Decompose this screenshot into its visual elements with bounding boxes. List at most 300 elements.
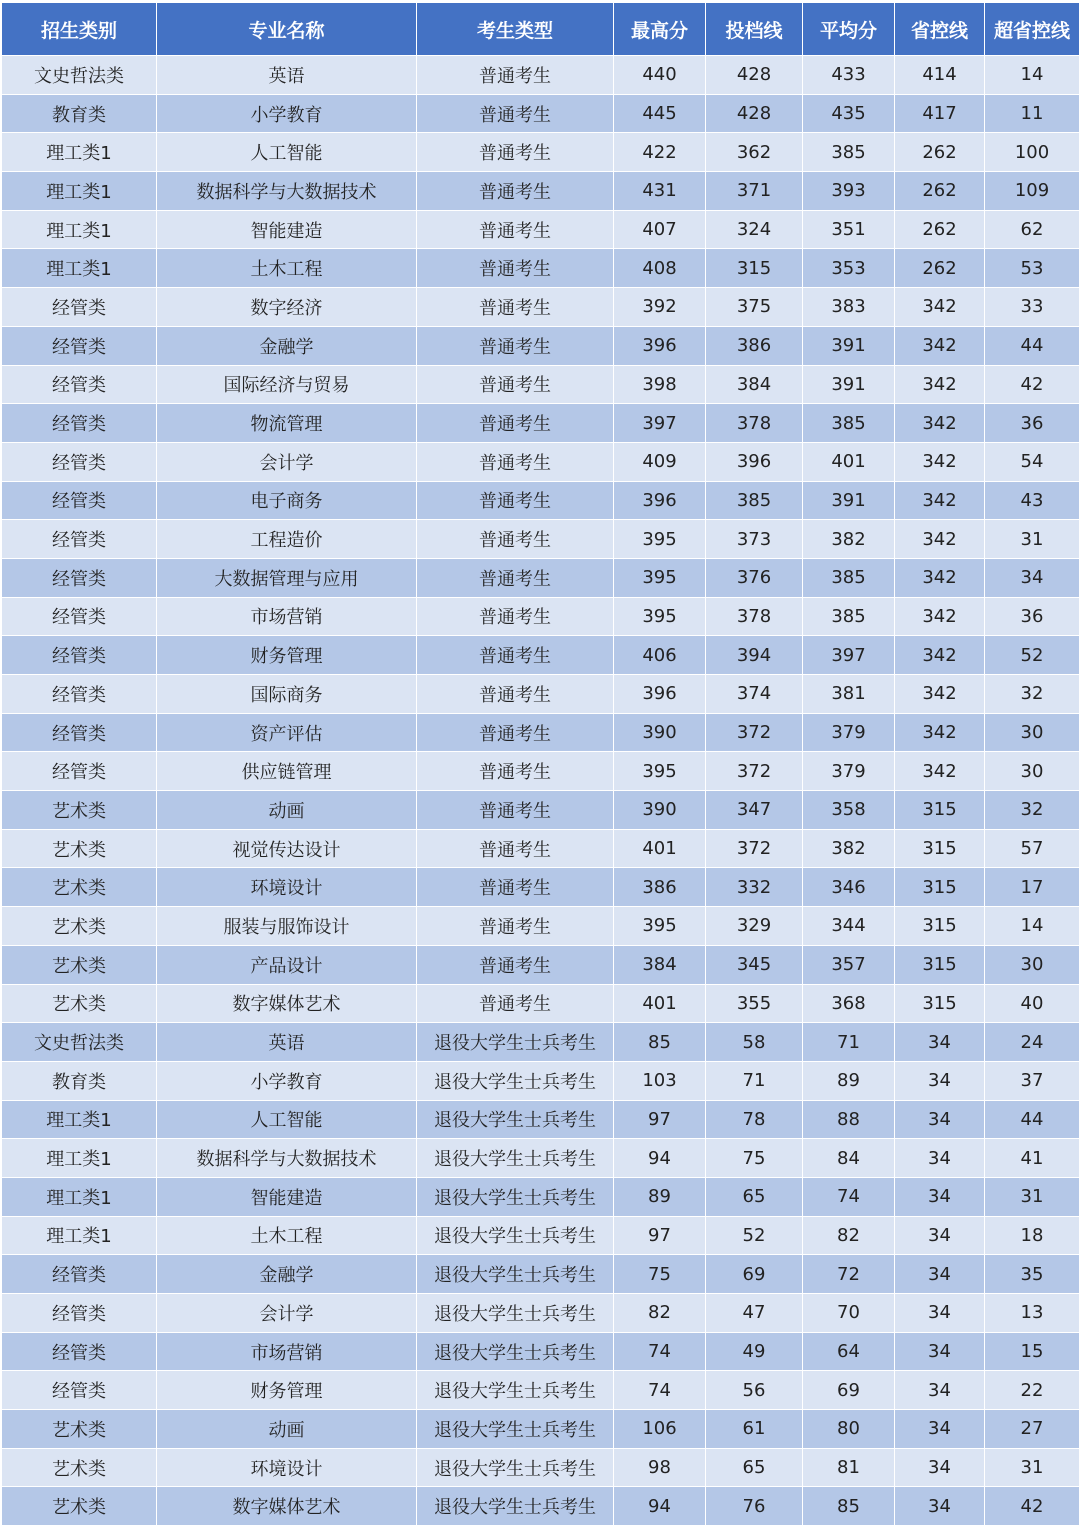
cell-above-provincial: 31 — [985, 1177, 1080, 1216]
cell-above-provincial: 27 — [985, 1410, 1080, 1449]
cell-average-score: 385 — [803, 558, 895, 597]
cell-admission-line: 324 — [706, 210, 803, 249]
table-row — [2, 752, 1080, 791]
cell-provincial-line: 262 — [895, 133, 985, 172]
cell-category: 经管类 — [2, 636, 157, 675]
cell-above-provincial: 36 — [985, 597, 1080, 636]
cell-above-provincial: 30 — [985, 945, 1080, 984]
table-row — [2, 558, 1080, 597]
cell-admission-line: 69 — [706, 1255, 803, 1294]
cell-provincial-line: 315 — [895, 868, 985, 907]
cell-highest-score: 431 — [614, 172, 706, 211]
cell-student-type: 普通考生 — [417, 56, 614, 95]
cell-provincial-line: 342 — [895, 442, 985, 481]
cell-major: 工程造价 — [157, 520, 417, 559]
cell-admission-line: 75 — [706, 1139, 803, 1178]
cell-provincial-line: 342 — [895, 481, 985, 520]
cell-above-provincial: 15 — [985, 1332, 1080, 1371]
cell-student-type: 退役大学生士兵考生 — [417, 1216, 614, 1255]
cell-student-type: 普通考生 — [417, 907, 614, 946]
cell-category: 经管类 — [2, 1294, 157, 1333]
cell-category: 艺术类 — [2, 1448, 157, 1487]
table-row — [2, 1139, 1080, 1178]
cell-admission-line: 76 — [706, 1487, 803, 1526]
cell-above-provincial: 36 — [985, 404, 1080, 443]
cell-above-provincial: 40 — [985, 984, 1080, 1023]
cell-admission-line: 52 — [706, 1216, 803, 1255]
cell-admission-line: 373 — [706, 520, 803, 559]
cell-category: 理工类1 — [2, 1139, 157, 1178]
cell-provincial-line: 315 — [895, 907, 985, 946]
cell-highest-score: 94 — [614, 1139, 706, 1178]
cell-major: 金融学 — [157, 326, 417, 365]
table-row — [2, 404, 1080, 443]
table-row — [2, 442, 1080, 481]
cell-student-type: 普通考生 — [417, 713, 614, 752]
cell-category: 经管类 — [2, 675, 157, 714]
table-row — [2, 1061, 1080, 1100]
cell-student-type: 退役大学生士兵考生 — [417, 1294, 614, 1333]
cell-provincial-line: 34 — [895, 1487, 985, 1526]
cell-average-score: 358 — [803, 791, 895, 830]
table-row — [2, 288, 1080, 327]
cell-average-score: 89 — [803, 1061, 895, 1100]
cell-average-score: 71 — [803, 1023, 895, 1062]
table-row — [2, 520, 1080, 559]
cell-major: 大数据管理与应用 — [157, 558, 417, 597]
cell-category: 理工类1 — [2, 1216, 157, 1255]
table-row — [2, 1216, 1080, 1255]
header-highest-score: 最高分 — [614, 3, 706, 56]
cell-above-provincial: 53 — [985, 249, 1080, 288]
cell-admission-line: 375 — [706, 288, 803, 327]
cell-admission-line: 345 — [706, 945, 803, 984]
cell-average-score: 381 — [803, 675, 895, 714]
table-row — [2, 675, 1080, 714]
cell-highest-score: 384 — [614, 945, 706, 984]
cell-major: 财务管理 — [157, 636, 417, 675]
cell-average-score: 433 — [803, 56, 895, 95]
cell-major: 市场营销 — [157, 1332, 417, 1371]
cell-above-provincial: 24 — [985, 1023, 1080, 1062]
cell-provincial-line: 34 — [895, 1216, 985, 1255]
header-student-type: 考生类型 — [417, 3, 614, 56]
cell-category: 艺术类 — [2, 829, 157, 868]
cell-highest-score: 74 — [614, 1371, 706, 1410]
cell-average-score: 397 — [803, 636, 895, 675]
cell-average-score: 344 — [803, 907, 895, 946]
table-row — [2, 172, 1080, 211]
cell-highest-score: 397 — [614, 404, 706, 443]
table-row — [2, 636, 1080, 675]
table-row — [2, 1294, 1080, 1333]
cell-major: 供应链管理 — [157, 752, 417, 791]
cell-admission-line: 386 — [706, 326, 803, 365]
cell-average-score: 74 — [803, 1177, 895, 1216]
cell-above-provincial: 18 — [985, 1216, 1080, 1255]
cell-above-provincial: 33 — [985, 288, 1080, 327]
cell-category: 教育类 — [2, 1061, 157, 1100]
table-row — [2, 210, 1080, 249]
cell-above-provincial: 32 — [985, 675, 1080, 714]
cell-average-score: 81 — [803, 1448, 895, 1487]
cell-category: 经管类 — [2, 326, 157, 365]
cell-student-type: 普通考生 — [417, 481, 614, 520]
cell-highest-score: 396 — [614, 326, 706, 365]
cell-admission-line: 347 — [706, 791, 803, 830]
table-row — [2, 133, 1080, 172]
cell-major: 国际经济与贸易 — [157, 365, 417, 404]
cell-student-type: 退役大学生士兵考生 — [417, 1177, 614, 1216]
cell-average-score: 385 — [803, 133, 895, 172]
cell-student-type: 普通考生 — [417, 442, 614, 481]
cell-average-score: 391 — [803, 481, 895, 520]
cell-major: 环境设计 — [157, 868, 417, 907]
cell-average-score: 385 — [803, 404, 895, 443]
cell-student-type: 普通考生 — [417, 133, 614, 172]
cell-highest-score: 74 — [614, 1332, 706, 1371]
cell-above-provincial: 44 — [985, 326, 1080, 365]
cell-major: 小学教育 — [157, 94, 417, 133]
cell-student-type: 普通考生 — [417, 288, 614, 327]
cell-major: 数字媒体艺术 — [157, 1487, 417, 1526]
cell-highest-score: 395 — [614, 907, 706, 946]
cell-above-provincial: 44 — [985, 1100, 1080, 1139]
cell-provincial-line: 262 — [895, 172, 985, 211]
cell-average-score: 357 — [803, 945, 895, 984]
cell-student-type: 普通考生 — [417, 520, 614, 559]
cell-student-type: 普通考生 — [417, 172, 614, 211]
table-row — [2, 791, 1080, 830]
cell-above-provincial: 13 — [985, 1294, 1080, 1333]
cell-admission-line: 49 — [706, 1332, 803, 1371]
cell-major: 视觉传达设计 — [157, 829, 417, 868]
table-row — [2, 481, 1080, 520]
cell-major: 土木工程 — [157, 1216, 417, 1255]
table-row — [2, 868, 1080, 907]
cell-admission-line: 378 — [706, 597, 803, 636]
cell-highest-score: 401 — [614, 984, 706, 1023]
cell-average-score: 353 — [803, 249, 895, 288]
cell-category: 艺术类 — [2, 907, 157, 946]
cell-above-provincial: 34 — [985, 558, 1080, 597]
cell-highest-score: 408 — [614, 249, 706, 288]
table-row — [2, 1023, 1080, 1062]
cell-average-score: 70 — [803, 1294, 895, 1333]
cell-average-score: 393 — [803, 172, 895, 211]
cell-admission-line: 362 — [706, 133, 803, 172]
cell-category: 经管类 — [2, 288, 157, 327]
cell-provincial-line: 342 — [895, 404, 985, 443]
cell-above-provincial: 22 — [985, 1371, 1080, 1410]
cell-provincial-line: 342 — [895, 752, 985, 791]
cell-above-provincial: 43 — [985, 481, 1080, 520]
cell-category: 理工类1 — [2, 133, 157, 172]
cell-average-score: 382 — [803, 520, 895, 559]
cell-admission-line: 376 — [706, 558, 803, 597]
table-row — [2, 1177, 1080, 1216]
cell-provincial-line: 315 — [895, 829, 985, 868]
cell-admission-line: 355 — [706, 984, 803, 1023]
cell-above-provincial: 31 — [985, 520, 1080, 559]
cell-average-score: 82 — [803, 1216, 895, 1255]
cell-highest-score: 409 — [614, 442, 706, 481]
table-row — [2, 1410, 1080, 1449]
table-row — [2, 1448, 1080, 1487]
cell-category: 经管类 — [2, 520, 157, 559]
cell-student-type: 退役大学生士兵考生 — [417, 1061, 614, 1100]
header-average-score: 平均分 — [803, 3, 895, 56]
cell-highest-score: 94 — [614, 1487, 706, 1526]
cell-major: 财务管理 — [157, 1371, 417, 1410]
cell-average-score: 346 — [803, 868, 895, 907]
cell-major: 英语 — [157, 56, 417, 95]
cell-average-score: 88 — [803, 1100, 895, 1139]
admission-score-table — [1, 2, 1080, 1526]
cell-category: 艺术类 — [2, 984, 157, 1023]
cell-category: 理工类1 — [2, 1177, 157, 1216]
cell-highest-score: 445 — [614, 94, 706, 133]
cell-average-score: 382 — [803, 829, 895, 868]
cell-average-score: 379 — [803, 713, 895, 752]
cell-above-provincial: 52 — [985, 636, 1080, 675]
cell-average-score: 435 — [803, 94, 895, 133]
cell-student-type: 普通考生 — [417, 752, 614, 791]
cell-student-type: 退役大学生士兵考生 — [417, 1410, 614, 1449]
cell-admission-line: 58 — [706, 1023, 803, 1062]
cell-admission-line: 78 — [706, 1100, 803, 1139]
cell-provincial-line: 34 — [895, 1371, 985, 1410]
cell-admission-line: 372 — [706, 713, 803, 752]
cell-category: 理工类1 — [2, 172, 157, 211]
cell-student-type: 普通考生 — [417, 791, 614, 830]
cell-student-type: 普通考生 — [417, 249, 614, 288]
cell-average-score: 72 — [803, 1255, 895, 1294]
cell-above-provincial: 35 — [985, 1255, 1080, 1294]
cell-category: 经管类 — [2, 404, 157, 443]
cell-above-provincial: 14 — [985, 56, 1080, 95]
cell-provincial-line: 34 — [895, 1255, 985, 1294]
cell-category: 经管类 — [2, 1332, 157, 1371]
header-major: 专业名称 — [157, 3, 417, 56]
cell-major: 会计学 — [157, 1294, 417, 1333]
header-provincial-line: 省控线 — [895, 3, 985, 56]
cell-student-type: 普通考生 — [417, 984, 614, 1023]
cell-student-type: 普通考生 — [417, 636, 614, 675]
cell-above-provincial: 30 — [985, 752, 1080, 791]
cell-major: 智能建造 — [157, 1177, 417, 1216]
cell-average-score: 379 — [803, 752, 895, 791]
cell-provincial-line: 34 — [895, 1332, 985, 1371]
cell-category: 经管类 — [2, 365, 157, 404]
cell-provincial-line: 342 — [895, 713, 985, 752]
cell-provincial-line: 342 — [895, 520, 985, 559]
cell-admission-line: 65 — [706, 1177, 803, 1216]
cell-category: 艺术类 — [2, 945, 157, 984]
cell-provincial-line: 34 — [895, 1448, 985, 1487]
cell-major: 土木工程 — [157, 249, 417, 288]
cell-admission-line: 428 — [706, 94, 803, 133]
cell-student-type: 普通考生 — [417, 404, 614, 443]
cell-category: 文史哲法类 — [2, 1023, 157, 1062]
cell-student-type: 退役大学生士兵考生 — [417, 1100, 614, 1139]
cell-average-score: 368 — [803, 984, 895, 1023]
cell-provincial-line: 34 — [895, 1410, 985, 1449]
cell-major: 服装与服饰设计 — [157, 907, 417, 946]
cell-admission-line: 374 — [706, 675, 803, 714]
cell-average-score: 85 — [803, 1487, 895, 1526]
cell-highest-score: 75 — [614, 1255, 706, 1294]
cell-provincial-line: 262 — [895, 210, 985, 249]
cell-admission-line: 372 — [706, 829, 803, 868]
cell-major: 动画 — [157, 1410, 417, 1449]
cell-category: 经管类 — [2, 1255, 157, 1294]
cell-category: 艺术类 — [2, 1487, 157, 1526]
cell-above-provincial: 42 — [985, 365, 1080, 404]
table-row — [2, 829, 1080, 868]
cell-major: 资产评估 — [157, 713, 417, 752]
cell-highest-score: 103 — [614, 1061, 706, 1100]
cell-category: 文史哲法类 — [2, 56, 157, 95]
cell-student-type: 退役大学生士兵考生 — [417, 1448, 614, 1487]
cell-provincial-line: 34 — [895, 1061, 985, 1100]
cell-average-score: 69 — [803, 1371, 895, 1410]
cell-admission-line: 384 — [706, 365, 803, 404]
cell-major: 人工智能 — [157, 1100, 417, 1139]
cell-highest-score: 395 — [614, 752, 706, 791]
cell-provincial-line: 34 — [895, 1294, 985, 1333]
cell-category: 艺术类 — [2, 791, 157, 830]
cell-student-type: 普通考生 — [417, 597, 614, 636]
cell-above-provincial: 57 — [985, 829, 1080, 868]
cell-major: 数据科学与大数据技术 — [157, 1139, 417, 1178]
cell-admission-line: 385 — [706, 481, 803, 520]
cell-admission-line: 378 — [706, 404, 803, 443]
table-row — [2, 326, 1080, 365]
cell-major: 动画 — [157, 791, 417, 830]
cell-above-provincial: 41 — [985, 1139, 1080, 1178]
cell-admission-line: 315 — [706, 249, 803, 288]
cell-provincial-line: 342 — [895, 558, 985, 597]
cell-category: 经管类 — [2, 597, 157, 636]
cell-above-provincial: 11 — [985, 94, 1080, 133]
cell-highest-score: 392 — [614, 288, 706, 327]
cell-provincial-line: 342 — [895, 326, 985, 365]
cell-above-provincial: 54 — [985, 442, 1080, 481]
cell-average-score: 391 — [803, 326, 895, 365]
cell-above-provincial: 14 — [985, 907, 1080, 946]
cell-category: 经管类 — [2, 442, 157, 481]
cell-admission-line: 65 — [706, 1448, 803, 1487]
cell-highest-score: 85 — [614, 1023, 706, 1062]
cell-highest-score: 396 — [614, 675, 706, 714]
cell-category: 经管类 — [2, 558, 157, 597]
cell-highest-score: 97 — [614, 1216, 706, 1255]
cell-major: 金融学 — [157, 1255, 417, 1294]
cell-highest-score: 398 — [614, 365, 706, 404]
cell-above-provincial: 109 — [985, 172, 1080, 211]
cell-provincial-line: 34 — [895, 1177, 985, 1216]
cell-student-type: 普通考生 — [417, 558, 614, 597]
cell-admission-line: 428 — [706, 56, 803, 95]
cell-admission-line: 371 — [706, 172, 803, 211]
cell-student-type: 退役大学生士兵考生 — [417, 1023, 614, 1062]
table-row — [2, 1487, 1080, 1526]
cell-student-type: 普通考生 — [417, 868, 614, 907]
cell-provincial-line: 34 — [895, 1139, 985, 1178]
cell-category: 艺术类 — [2, 868, 157, 907]
cell-provincial-line: 342 — [895, 597, 985, 636]
cell-highest-score: 401 — [614, 829, 706, 868]
cell-above-provincial: 31 — [985, 1448, 1080, 1487]
cell-admission-line: 71 — [706, 1061, 803, 1100]
table-row — [2, 597, 1080, 636]
cell-highest-score: 89 — [614, 1177, 706, 1216]
cell-major: 小学教育 — [157, 1061, 417, 1100]
cell-student-type: 退役大学生士兵考生 — [417, 1139, 614, 1178]
cell-major: 数据科学与大数据技术 — [157, 172, 417, 211]
cell-above-provincial: 37 — [985, 1061, 1080, 1100]
cell-student-type: 普通考生 — [417, 829, 614, 868]
cell-provincial-line: 342 — [895, 288, 985, 327]
cell-provincial-line: 315 — [895, 791, 985, 830]
cell-student-type: 退役大学生士兵考生 — [417, 1332, 614, 1371]
cell-admission-line: 61 — [706, 1410, 803, 1449]
cell-provincial-line: 262 — [895, 249, 985, 288]
cell-provincial-line: 342 — [895, 675, 985, 714]
cell-provincial-line: 417 — [895, 94, 985, 133]
cell-provincial-line: 315 — [895, 945, 985, 984]
cell-above-provincial: 30 — [985, 713, 1080, 752]
cell-highest-score: 406 — [614, 636, 706, 675]
cell-highest-score: 82 — [614, 1294, 706, 1333]
cell-average-score: 391 — [803, 365, 895, 404]
cell-highest-score: 422 — [614, 133, 706, 172]
cell-student-type: 退役大学生士兵考生 — [417, 1371, 614, 1410]
table-row — [2, 1332, 1080, 1371]
cell-average-score: 385 — [803, 597, 895, 636]
cell-major: 英语 — [157, 1023, 417, 1062]
table-row — [2, 1255, 1080, 1294]
cell-student-type: 普通考生 — [417, 675, 614, 714]
cell-student-type: 退役大学生士兵考生 — [417, 1487, 614, 1526]
cell-average-score: 383 — [803, 288, 895, 327]
table-row — [2, 249, 1080, 288]
cell-major: 国际商务 — [157, 675, 417, 714]
table-body — [2, 56, 1080, 1526]
cell-average-score: 401 — [803, 442, 895, 481]
cell-admission-line: 329 — [706, 907, 803, 946]
cell-above-provincial: 17 — [985, 868, 1080, 907]
cell-admission-line: 372 — [706, 752, 803, 791]
table-row — [2, 1371, 1080, 1410]
cell-highest-score: 395 — [614, 558, 706, 597]
cell-student-type: 普通考生 — [417, 94, 614, 133]
table-header-row — [2, 3, 1080, 56]
table-row — [2, 713, 1080, 752]
cell-above-provincial: 100 — [985, 133, 1080, 172]
cell-student-type: 普通考生 — [417, 945, 614, 984]
table-row — [2, 984, 1080, 1023]
cell-highest-score: 395 — [614, 520, 706, 559]
cell-provincial-line: 414 — [895, 56, 985, 95]
cell-student-type: 普通考生 — [417, 210, 614, 249]
cell-admission-line: 394 — [706, 636, 803, 675]
table-row — [2, 907, 1080, 946]
cell-highest-score: 106 — [614, 1410, 706, 1449]
cell-provincial-line: 315 — [895, 984, 985, 1023]
cell-major: 人工智能 — [157, 133, 417, 172]
